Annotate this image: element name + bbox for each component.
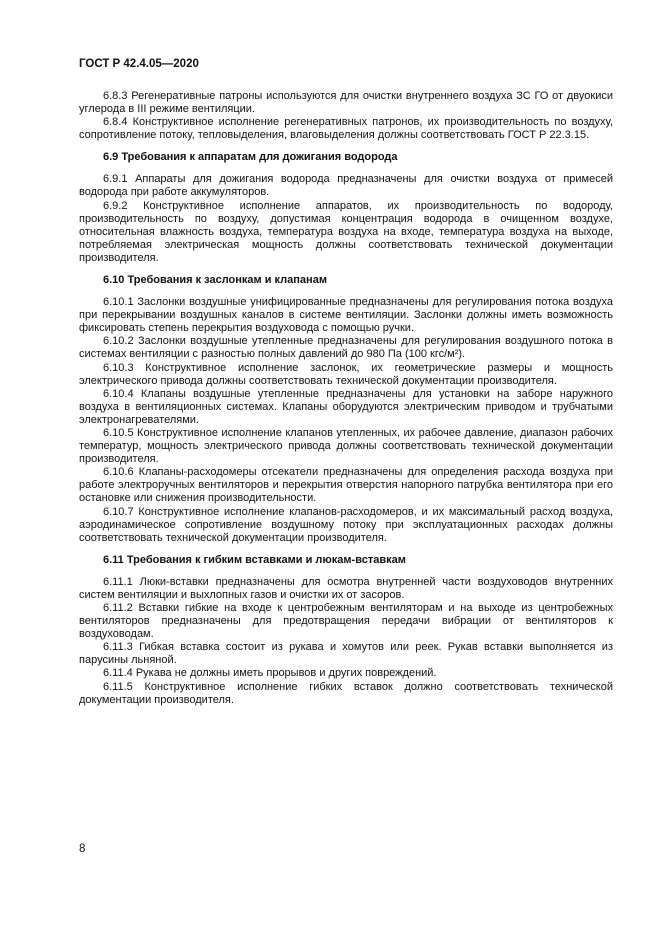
document-body (79, 90, 613, 707)
paragraph-6-9-1: 6.9.1 Аппараты для дожигания водорода предназначены для очистки воздуха от примесей водорода при работе аккумуляторов. (79, 173, 613, 199)
section-title-6-9: 6.9 Требования к аппаратам для дожигания водорода (103, 151, 398, 164)
section-title-6-10: 6.10 Требования к заслонкам и клапанам (103, 274, 327, 287)
paragraph-6-10-3: 6.10.3 Конструктивное исполнение заслонок, их геометрические размеры и мощность электрического привода должны соответствовать технической документации производителя. (79, 361, 613, 387)
paragraph-6-11-4: 6.11.4 Рукава не должны иметь прорывов и других повреждений. (103, 667, 437, 680)
paragraph-6-11-1: 6.11.1 Люки-вставки предназначены для осмотра внутренней части воздуховодов внутренних систем вентиляции и выхлопных газов и очистки их от засоров. (79, 575, 613, 601)
section-6-8 (79, 90, 613, 142)
paragraph-6-8-4: 6.8.4 Конструктивное исполнение регенеративных патронов, их производительность по воздуху, сопротивление потоку, тепловыделения, влаговыделения должны соответствовать ГОСТ Р 22.3.15. (79, 116, 613, 142)
paragraph-6-10-7: 6.10.7 Конструктивное исполнение клапанов-расходомеров, и их максимальный расход воздуха, аэродинамическое сопротивление воздушному потоку при эксплуатационных расходах должны соответствовать технической документации производителя. (79, 505, 613, 544)
paragraph-6-8-3: 6.8.3 Регенеративные патроны используются для очистки внутреннего воздуха ЗС ГО от двуокиси углерода в III режиме вентиляции. (79, 90, 613, 116)
section-title-6-11: 6.11 Требования к гибким вставками и люкам-вставкам (103, 553, 406, 566)
paragraph-6-11-3: 6.11.3 Гибкая вставка состоит из рукава и хомутов или реек. Рукав вставки выполняется из парусины льняной. (79, 641, 613, 667)
section-6-11 (79, 554, 613, 707)
paragraph-6-9-2: 6.9.2 Конструктивное исполнение аппаратов, их производительность по водороду, производительность по воздуху, допустимая концентрация водорода в очищенном воздухе, относительная влажность воздуха, температура воздуха на входе, температура воздуха на выходе, потребляемая электрическая мощность должны соответствовать технической документации производителя. (79, 199, 613, 264)
page-number: 8 (79, 843, 86, 855)
paragraph-6-10-4: 6.10.4 Клапаны воздушные утепленные предназначены для установки на заборе наружного воздуха в вентиляционных системах. Клапаны оборудуются электрическим приводом и трубчатыми электронагревателями. (79, 387, 613, 426)
section-6-10 (79, 274, 613, 545)
paragraph-6-10-1: 6.10.1 Заслонки воздушные унифицированные предназначены для регулирования потока воздуха при перекрывании воздушных каналов в системе вентиляции. Заслонки должны иметь возможность фиксировать степень перекрытия воздуховода с помощью ручки. (79, 296, 613, 335)
document-header: ГОСТ Р 42.4.05—2020 (79, 58, 199, 70)
paragraph-6-11-5: 6.11.5 Конструктивное исполнение гибких вставок должно соответствовать технической документации производителя. (79, 680, 613, 706)
paragraph-6-10-6: 6.10.6 Клапаны-расходомеры отсекатели предназначены для определения расхода воздуха при работе электроручных вентиляторов и перекрытия отверстия напорного патрубка вентилятора при его остановке или снижения производительности. (79, 466, 613, 505)
paragraph-6-10-2: 6.10.2 Заслонки воздушные утепленные предназначены для регулирования воздушного потока в системах вентиляции с разностью полных давлений до 980 Па (100 кгс/м²). (79, 335, 613, 361)
paragraph-6-10-5: 6.10.5 Конструктивное исполнение клапанов утепленных, их рабочее давление, диапазон рабочих температур, мощность электрического привода должны соответствовать технической документации производителя. (79, 426, 613, 466)
section-6-9 (79, 151, 613, 265)
paragraph-6-11-2: 6.11.2 Вставки гибкие на входе к центробежным вентиляторам и на выходе из центробежных вентиляторов предназначены для предотвращения передачи вибрации от вентиляторов к воздуховодам. (79, 602, 613, 641)
